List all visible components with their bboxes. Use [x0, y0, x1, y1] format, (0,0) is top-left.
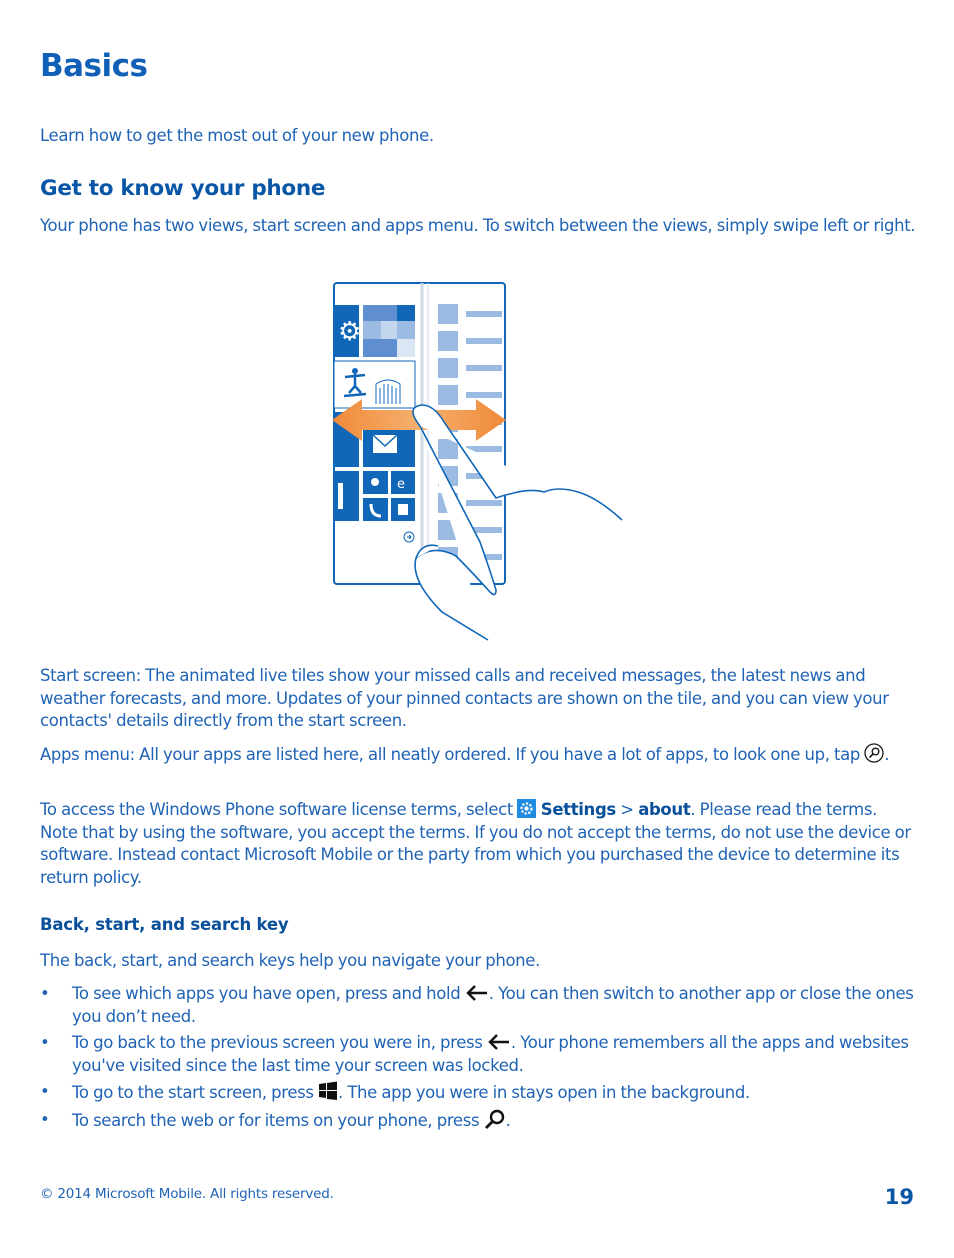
section-heading-get-to-know: Get to know your phone [40, 176, 326, 201]
keys-intro: The back, start, and search keys help you navigate your phone. [40, 951, 540, 970]
page-number: 19 [884, 1185, 914, 1209]
windows-logo-icon [318, 1081, 338, 1101]
intro-text: Learn how to get the most out of your new phone. [40, 126, 434, 145]
license-paragraph: To access the Windows Phone software license terms, select Settings > about. Please read the terms. Note that by using the software, you accept the terms. If you do not accept the terms, do not use the device or software. Instead contact Microsoft Mobile or the party from which you purchased the device to determine its return policy. [40, 800, 911, 887]
copyright-footer: © 2014 Microsoft Mobile. All rights reserved. [40, 1186, 334, 1202]
about-label: about [638, 800, 691, 819]
settings-gear-icon [517, 799, 536, 818]
list-item: • To search the web or for items on your phone, press . [40, 1109, 511, 1130]
list-item: • To go back to the previous screen you were in, press . Your phone remembers all the apps and websites you've visited since the last time your screen was locked. [40, 1033, 909, 1075]
list-item: • To see which apps you have open, press and hold . You can then switch to another app or close the ones you don’t need. [40, 984, 914, 1026]
apps-menu-paragraph: Apps menu: All your apps are listed here, all neatly ordered. If you have a lot of apps, to look one up, tap . [40, 745, 890, 764]
start-screen-paragraph: Start screen: The animated live tiles show your missed calls and received messages, the latest news and weather forecasts, and more. Updates of your pinned contacts are shown on the tile, and you can view your contacts' details directly from the start screen. [40, 666, 889, 730]
search-icon [484, 1109, 506, 1129]
svg-text:⚙: ⚙ [338, 317, 362, 347]
section-heading-keys: Back, start, and search key [40, 915, 289, 934]
views-paragraph: Your phone has two views, start screen and apps menu. To switch between the views, simply swipe left or right. [40, 216, 916, 235]
svg-text:e: e [397, 477, 405, 492]
settings-label: Settings [540, 800, 616, 819]
phone-swipe-illustration [330, 280, 630, 645]
back-arrow-icon [465, 984, 489, 1002]
list-item: • To go to the start screen, press . The app you were in stays open in the background. [40, 1082, 750, 1102]
keys-bullet-list [40, 983, 916, 1136]
back-arrow-icon [487, 1033, 511, 1051]
page-title: Basics [40, 48, 148, 84]
search-circle-icon [864, 743, 884, 763]
